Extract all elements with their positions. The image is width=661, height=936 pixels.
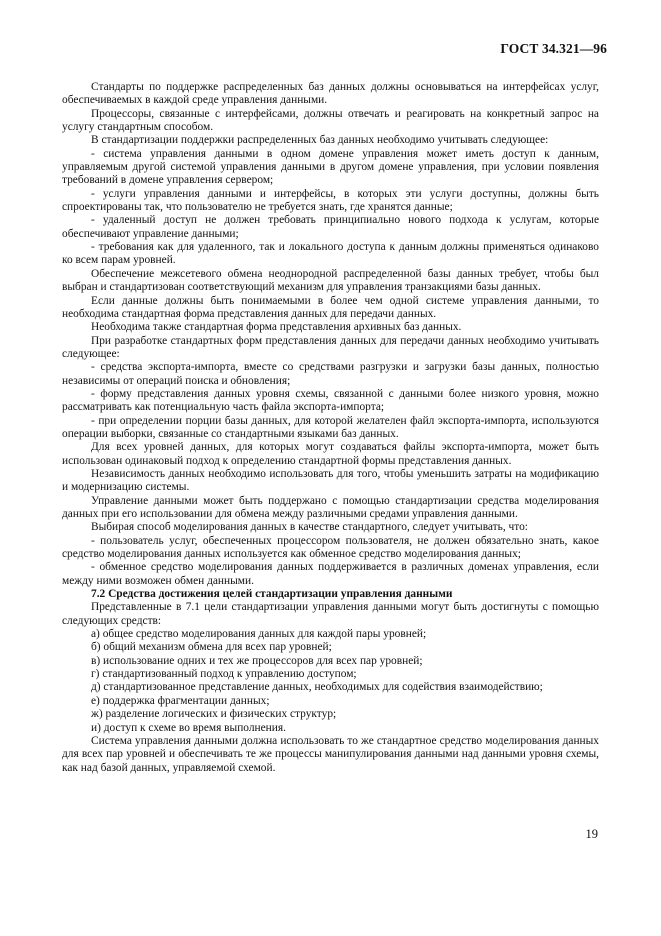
paragraph: Для всех уровней данных, для которых могут создаваться файлы экспорта-импорта, может быть использован одинаковый подход к определению стандартной формы представления данных. [62, 441, 599, 467]
paragraph: Выбирая способ моделирования данных в качестве стандартного, следует учитывать, что: [91, 521, 528, 534]
document-body [62, 81, 599, 775]
list-item: - услуги управления данными и интерфейсы, в которых эти услуги доступны, должны быть спроектированы так, что пользователю не требуется знать, где хранятся данные; [62, 187, 599, 214]
paragraph: Необходима также стандартная форма представления архивных баз данных. [91, 321, 462, 334]
list-item: и) доступ к схеме во время выполнения. [91, 721, 286, 734]
list-item: а) общее средство моделирования данных для каждой пары уровней; [91, 628, 427, 641]
paragraph: В стандартизации поддержки распределенных баз данных необходимо учитывать следующее: [91, 134, 549, 147]
section-heading: 7.2 Средства достижения целей стандартизации управления данными [91, 588, 453, 601]
list-item: - удаленный доступ не должен требовать принципиально нового подхода к услугам, которые обеспечивают управление данными; [62, 214, 599, 240]
list-item: ж) разделение логических и физических структур; [91, 708, 337, 721]
list-item: - средства экспорта-импорта, вместе со средствами разгрузки и загрузки базы данных, полностью независимы от операций поиска и обновления; [62, 361, 599, 387]
paragraph: Обеспечение межсетевого обмена неоднородной распределенной базы данных требует, чтобы был выбран и стандартизован соответствующий механизм для управления транзакциями базы данных. [62, 267, 599, 294]
list-item: - при определении порции базы данных, для которой желателен файл экспорта-импорта, используются операции выборки, связанные со стандартными языками баз данных. [62, 414, 599, 440]
paragraph: Представленные в 7.1 цели стандартизации управления данными могут быть достигнуты с помощью следующих средств: [62, 601, 599, 627]
list-item: - обменное средство моделирования данных поддерживается в различных доменах управления, если между ними возможен обмен данными. [62, 561, 599, 587]
paragraph: Управление данными может быть поддержано с помощью стандартизации средства моделирования данных при его использовании для обмена между различными средами управления данными. [62, 494, 599, 520]
list-item: б) общий механизм обмена для всех пар уровней; [91, 641, 332, 654]
paragraph: Процессоры, связанные с интерфейсами, должны отвечать и реагировать на конкретный запрос на услугу стандартным способом. [62, 107, 599, 134]
page-number: 19 [585, 827, 598, 841]
list-item: е) поддержка фрагментации данных; [91, 694, 270, 707]
list-item: - форму представления данных уровня схемы, связанной с данными более низкого уровня, можно рассматривать как потенциальную часть файла экспорта-импорта; [62, 387, 599, 414]
paragraph: Система управления данными должна использовать то же стандартное средство моделирования данных для всех пар уровней и обеспечивать те же процессы манипулирования данными над данными уровня схемы, как над базой данных, управляемой схемой. [62, 734, 599, 774]
list-item: д) стандартизованное представление данных, необходимых для содействия взаимодействию; [91, 681, 543, 694]
paragraph: Если данные должны быть понимаемыми в более чем одной системе управления данными, то необходима стандартная форма представления данных для передачи данных. [62, 294, 599, 320]
list-item: - требования как для удаленного, так и локального доступа к данным должны применяться одинаково ко всем парам уровней. [62, 241, 599, 267]
list-item: - система управления данными в одном домене управления может иметь доступ к данным, управляемым другой системой управления данными в другом домене управления, при условии появления требований в домене управления сервером; [62, 147, 599, 187]
list-item: - пользователь услуг, обеспеченных процессором пользователя, не должен обязательно знать, какое средство моделирования данных используется как обменное средство моделирования данных; [62, 534, 599, 561]
list-item: г) стандартизованный подход к управлению доступом; [91, 668, 357, 681]
list-item: в) использование одних и тех же процессоров для всех пар уровней; [91, 654, 423, 667]
paragraph: При разработке стандартных форм представления данных для передачи данных необходимо учитывать следующее: [62, 334, 599, 360]
paragraph: Стандарты по поддержке распределенных баз данных должны основываться на интерфейсах услуг, обеспечиваемых в каждой среде управления данными. [62, 81, 599, 107]
paragraph: Независимость данных необходимо использовать для того, чтобы уменьшить затраты на модификацию и модернизацию системы. [62, 467, 599, 494]
document-header: ГОСТ 34.321—96 [500, 41, 607, 56]
